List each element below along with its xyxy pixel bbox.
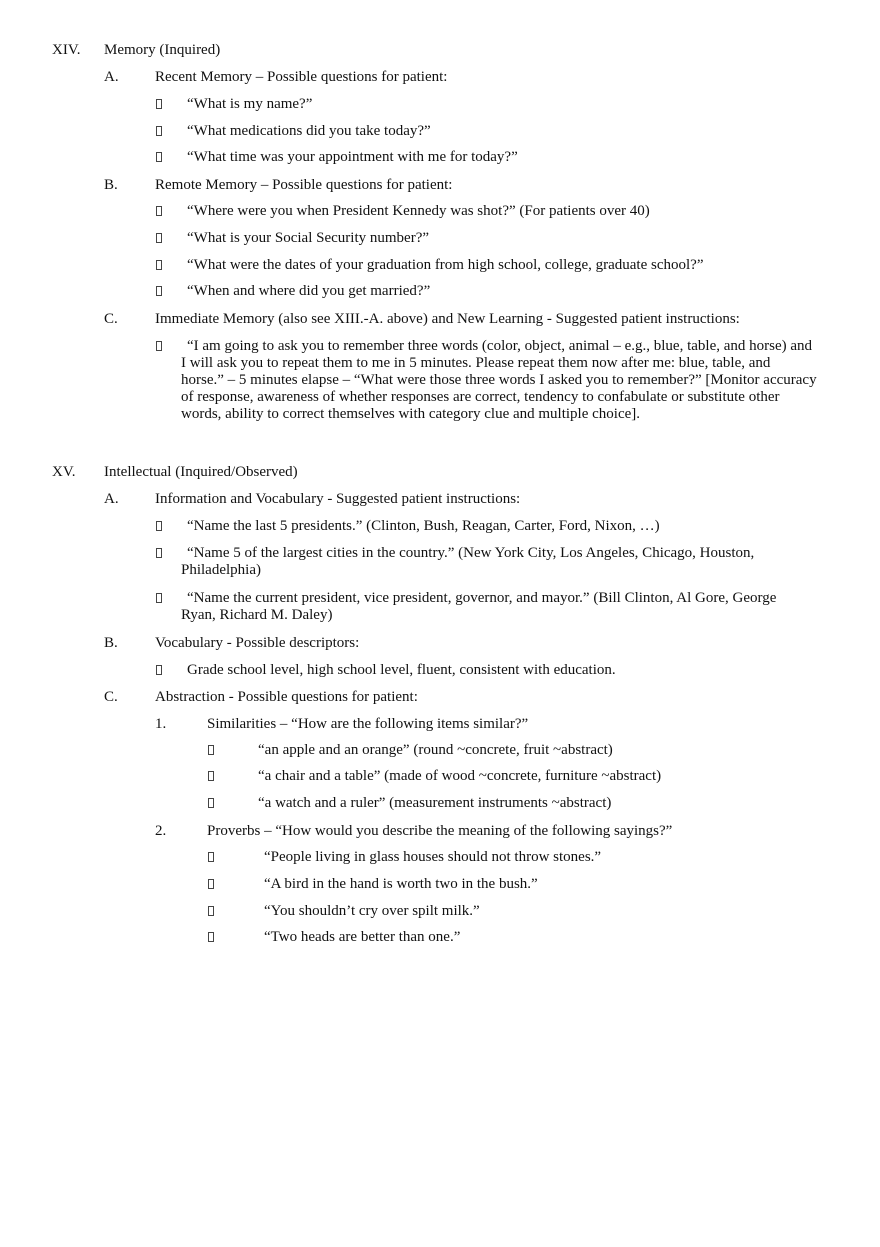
item-heading: Proverbs – “How would you describe the meaning of the following sayings?” [207, 823, 673, 839]
bullet-icon [208, 771, 214, 781]
subsection-heading: Remote Memory – Possible questions for patient: [155, 177, 453, 193]
bullet-icon [156, 126, 162, 136]
bullet-icon [156, 152, 162, 162]
bullet-text: “Name the last 5 presidents.” (Clinton, Bush, Reagan, Carter, Ford, Nixon, …) [187, 518, 660, 534]
subsection-letter: B. [104, 635, 118, 651]
bullet-icon [156, 99, 162, 109]
bullet-icon [156, 665, 162, 675]
bullet-icon [156, 233, 162, 243]
bullet-text: “Name the current president, vice president, governor, and mayor.” (Bill Clinton, Al Gore, George Ryan, Richard M. Daley) [181, 590, 777, 623]
bullet-icon [208, 745, 214, 755]
bullet-text: “Name 5 of the largest cities in the country.” (New York City, Los Angeles, Chicago, Houston, Philadelphia) [181, 545, 755, 578]
bullet-text: “A bird in the hand is worth two in the bush.” [264, 876, 538, 892]
subsection-heading: Recent Memory – Possible questions for patient: [155, 69, 448, 85]
bullet-icon [156, 286, 162, 296]
section-title: Memory (Inquired) [104, 42, 221, 58]
bullet-text: “What is my name?” [187, 96, 313, 112]
bullet-icon [208, 932, 214, 942]
bullet-icon [208, 798, 214, 808]
bullet-text: “What medications did you take today?” [187, 123, 431, 139]
bullet-icon [208, 879, 214, 889]
bullet-text: “Where were you when President Kennedy was shot?” (For patients over 40) [187, 203, 650, 219]
subsection-heading: Information and Vocabulary - Suggested patient instructions: [155, 491, 521, 507]
bullet-icon [156, 593, 162, 603]
subsection-heading: Abstraction - Possible questions for patient: [155, 689, 418, 705]
subsection-letter: A. [104, 69, 119, 85]
bullet-text: “an apple and an orange” (round ~concrete, fruit ~abstract) [258, 742, 613, 758]
subsection-heading: Vocabulary - Possible descriptors: [155, 635, 360, 651]
subsection-letter: A. [104, 491, 119, 507]
bullet-icon [156, 260, 162, 270]
subsection-heading: Immediate Memory (also see XIII.-A. above) and New Learning - Suggested patient instructions: [155, 311, 740, 327]
bullet-icon [208, 852, 214, 862]
bullet-icon [156, 521, 162, 531]
subsection-letter: C. [104, 689, 118, 705]
bullet-text: “a watch and a ruler” (measurement instruments ~abstract) [258, 795, 612, 811]
bullet-text: “What time was your appointment with me for today?” [187, 149, 518, 165]
bullet-text: “I am going to ask you to remember three words (color, object, animal – e.g., blue, table, and horse) and I will ask you to repeat them to me in 5 minutes. Please repeat them now after me: blue, table, and horse.” – 5 minutes elapse – “What were those three words I asked you to remember?” [Monitor accuracy of response, awareness of whether responses are correct, tendency to confabulate or substitute other words, ability to correct themselves with category clue and multiple choice]. [181, 338, 817, 422]
bullet-icon [156, 548, 162, 558]
bullet-text: “You shouldn’t cry over spilt milk.” [264, 903, 480, 919]
bullet-text: “What were the dates of your graduation from high school, college, graduate school?” [187, 257, 704, 273]
bullet-text: Grade school level, high school level, fluent, consistent with education. [187, 662, 616, 678]
bullet-icon [156, 341, 162, 351]
bullet-text: “When and where did you get married?” [187, 283, 431, 299]
subsection-letter: B. [104, 177, 118, 193]
section-title: Intellectual (Inquired/Observed) [104, 464, 298, 480]
bullet-text: “What is your Social Security number?” [187, 230, 430, 246]
section-numeral: XV. [52, 464, 76, 480]
item-number: 1. [155, 716, 167, 732]
bullet-text: “People living in glass houses should not throw stones.” [264, 849, 602, 865]
bullet-text: “a chair and a table” (made of wood ~concrete, furniture ~abstract) [258, 768, 662, 784]
section-numeral: XIV. [52, 42, 81, 58]
subsection-letter: C. [104, 311, 118, 327]
bullet-icon [208, 906, 214, 916]
bullet-icon [156, 206, 162, 216]
item-heading: Similarities – “How are the following items similar?” [207, 716, 529, 732]
bullet-text: “Two heads are better than one.” [264, 929, 461, 945]
item-number: 2. [155, 823, 167, 839]
